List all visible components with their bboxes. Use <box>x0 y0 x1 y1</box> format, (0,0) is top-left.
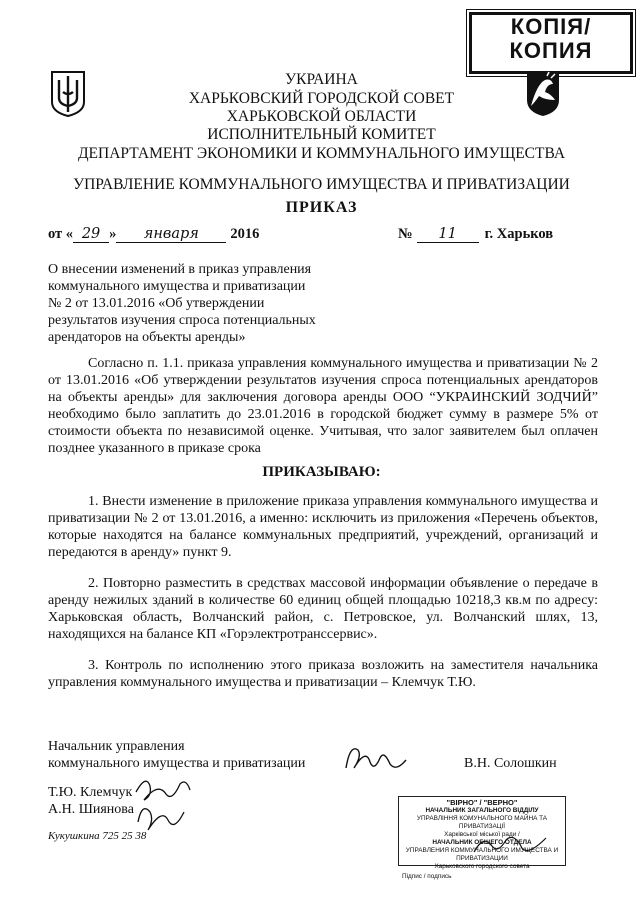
subject-line: № 2 от 13.01.2016 «Об утверждении <box>48 296 265 311</box>
cert-line4: Харківської міської ради / <box>444 831 520 838</box>
cert-line1: "ВІРНО" / "ВЕРНО" <box>446 798 518 807</box>
order-date: от « 29 » января 2016 <box>48 226 260 242</box>
intro-paragraph: Согласно п. 1.1. приказа управления коммунального имущества и приватизации № 2 от 13.01.2016 «Об утверждении результатов изучения спроса потенциальных арендаторов на объекты аренды» для заключения договора аренды ООО “УКРАИНСКИЙ ЗОДЧИЙ” необходимо было заплатить до 23.01.2016 в городской бюджет сумму в размере 5% от стоимости объекта по независимой оценке. Учитывая, что залог заявителем был оплачен позднее указанного в приказе срока <box>48 356 598 456</box>
copy-stamp <box>469 12 633 74</box>
signatory-title <box>48 738 305 772</box>
visa-1: Т.Ю. Клемчук <box>48 785 133 800</box>
date-year: 2016 <box>230 226 260 242</box>
executor-note: Кукушкина 725 25 38 <box>48 830 147 842</box>
header-country: УКРАИНА <box>285 71 358 88</box>
order-subject <box>48 261 316 346</box>
director-signature-icon <box>340 738 412 782</box>
cert-line3: УПРАВЛІННЯ КОМУНАЛЬНОГО МАЙНА ТА ПРИВАТИЗАЦІЇ <box>416 815 548 830</box>
number-value: 11 <box>417 226 479 243</box>
copy-stamp-line2: КОПИЯ <box>509 38 593 63</box>
header-directorate: УПРАВЛЕНИЕ КОММУНАЛЬНОГО ИМУЩЕСТВА И ПРИВАТИЗАЦИИ <box>73 176 570 193</box>
subject-line: результатов изучения спроса потенциальных <box>48 313 316 328</box>
copy-stamp-line1: КОПІЯ/ <box>510 14 592 39</box>
visa-2: А.Н. Шиянова <box>48 802 134 817</box>
order-word: ПРИКАЗЫВАЮ: <box>262 464 381 480</box>
cert-line2: НАЧАЛЬНИК ЗАГАЛЬНОГО ВІДДІЛУ <box>425 807 539 814</box>
subject-line: коммунального имущества и приватизации <box>48 279 306 294</box>
cert-line7: Харьковского городского совета <box>434 863 530 870</box>
date-month: января <box>116 226 226 243</box>
document-type: ПРИКАЗ <box>285 199 358 216</box>
cert-line8: Підпис / подпись <box>402 873 452 880</box>
date-day: 29 <box>73 226 109 243</box>
signatory-title-line2: коммунального имущества и приватизации <box>48 756 306 771</box>
order-number <box>398 226 553 243</box>
order-city: г. Харьков <box>484 226 554 242</box>
order-item-1: 1. Внести изменение в приложение приказа управления коммунального имущества и приватизации № 2 от 13.01.2016, а именно: исключить из приложения «Перечень объектов, которые находятся на балансе коммунальных предприятий, учреждений, организаций и передаются в аренду» пункт 9. <box>48 494 598 560</box>
header-department: ДЕПАРТАМЕНТ ЭКОНОМИКИ И КОММУНАЛЬНОГО ИМУЩЕСТВА <box>77 145 566 162</box>
header-committee: ИСПОЛНИТЕЛЬНЫЙ КОМИТЕТ <box>207 126 436 143</box>
number-prefix: № <box>398 226 413 242</box>
header-region: ХАРЬКОВСКОЙ ОБЛАСТИ <box>226 108 417 125</box>
cert-line5: НАЧАЛЬНИК ОБЩЕГО ОТДЕЛА <box>432 839 532 846</box>
order-item-3: 3. Контроль по исполнению этого приказа возложить на заместителя начальника управления коммунального имущества и приватизации – Клемчук Т.Ю. <box>48 658 598 690</box>
order-item-2: 2. Повторно разместить в средствах массовой информации объявление о передаче в аренду нежилых зданий в количестве 60 единиц общей площадью 10218,3 кв.м по адресу: Харьковская область, Волчанский район, с. Петровское, ул. Волчанский шлях, 13, находящихся на балансе КП «Горэлектротранссервис». <box>48 576 598 642</box>
date-prefix: от « <box>48 226 74 242</box>
subject-line: арендаторов на объекты аренды» <box>48 330 246 345</box>
signatory-title-line1: Начальник управления <box>48 739 185 754</box>
cert-signature-icon <box>470 830 550 860</box>
signatory-name: В.Н. Солошкин <box>464 756 557 771</box>
subject-line: О внесении изменений в приказ управления <box>48 262 312 277</box>
cert-line6: УПРАВЛЕНИЯ КОММУНАЛЬНОГО ИМУЩЕСТВА И ПРИВАТИЗАЦИИ <box>405 847 559 862</box>
header-council: ХАРЬКОВСКИЙ ГОРОДСКОЙ СОВЕТ <box>188 90 455 107</box>
